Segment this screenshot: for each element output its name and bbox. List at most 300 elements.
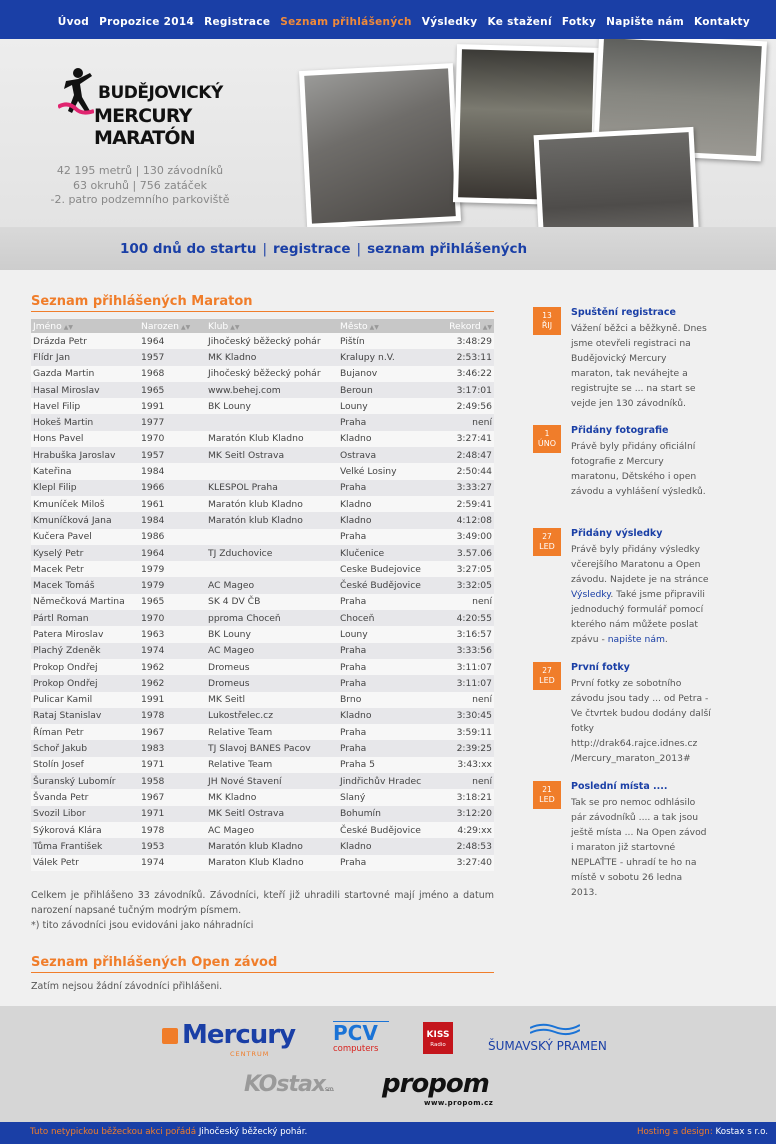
column-header[interactable] (338, 319, 434, 333)
table-row (31, 366, 494, 382)
sponsor-kiss-logo[interactable] (423, 1022, 453, 1054)
table-cell: www.behej.com (206, 382, 338, 398)
table-row (31, 740, 494, 756)
table-cell: Šuranský Lubomír (31, 773, 139, 789)
write-us-link[interactable]: napište nám (607, 634, 665, 645)
table-cell: Tůma František (31, 838, 139, 854)
table-row (31, 724, 494, 740)
table-cell: Švanda Petr (31, 789, 139, 805)
sponsor-sumava-logo[interactable] (488, 1022, 607, 1056)
table-cell: 1963 (139, 626, 206, 642)
countdown-strip: 100 dnů do startu | registrace | seznam přihlášených (0, 227, 776, 270)
countdown-text: 100 dnů do startu (120, 241, 257, 257)
table-cell: 1953 (139, 838, 206, 854)
table-cell: Maratón klub Kladno (206, 512, 338, 528)
table-cell: MK Kladno (206, 349, 338, 365)
column-label: Narozen (141, 320, 179, 332)
sort-arrows-icon: ▲▼ (369, 323, 379, 331)
table-cell: Relative Team (206, 757, 338, 773)
table-cell: 1979 (139, 577, 206, 593)
table-row (31, 529, 494, 545)
table-row (31, 594, 494, 610)
registration-link[interactable]: registrace (273, 241, 351, 257)
table-cell: Slaný (338, 789, 434, 805)
table-cell: 3:49:00 (434, 529, 494, 545)
news-date-badge (533, 781, 561, 809)
open-empty-message: Zatím nejsou žádní závodníci přihlášeni. (31, 981, 223, 992)
table-cell: 3:27:41 (434, 431, 494, 447)
news-body (571, 542, 711, 647)
news-month: ŘIJ (541, 321, 553, 330)
table-cell: Plachý Zdeněk (31, 643, 139, 659)
table-cell: 3:46:22 (434, 366, 494, 382)
table-cell: 2:49:56 (434, 398, 494, 414)
table-cell: Jihočeský běžecký pohár (206, 333, 338, 349)
table-cell: Němečková Martina (31, 594, 139, 610)
sponsors-bar (0, 1006, 776, 1122)
table-cell: Hasal Miroslav (31, 382, 139, 398)
table-cell: Flídr Jan (31, 349, 139, 365)
table-cell: Praha (338, 724, 434, 740)
news-title[interactable]: Poslední místa .... (571, 781, 668, 792)
logo-line-2: MERCURY MARATÓN (94, 105, 195, 149)
shopping-bag-icon (162, 1028, 178, 1044)
nav-item[interactable]: Úvod (57, 16, 90, 28)
table-cell: AC Mageo (206, 577, 338, 593)
table-cell: 1964 (139, 333, 206, 349)
stats-line: -2. patro podzemního parkoviště (50, 193, 230, 206)
table-cell: 1970 (139, 610, 206, 626)
sponsor-sub: computers (333, 1044, 379, 1054)
nav-item[interactable]: Seznam přihlášených (280, 16, 412, 28)
table-cell: Říman Petr (31, 724, 139, 740)
news-text: . Také jsme připravili jednoduchý formulář pomocí kterého nám můžete poslat zpávu - (571, 589, 705, 645)
table-cell: 2:39:25 (434, 740, 494, 756)
table-cell: Ceske Budejovice (338, 561, 434, 577)
news-day: 27 (542, 666, 552, 675)
sponsor-name: PCV (333, 1021, 389, 1044)
table-cell: Lukostřelec.cz (206, 708, 338, 724)
logo-line-1: BUDĚJOVICKÝ (98, 83, 223, 103)
table-cell: Praha (338, 529, 434, 545)
table-header-row (31, 319, 494, 333)
table-cell: 1962 (139, 675, 206, 691)
news-body: První fotky ze sobotního závodu jsou tady ... od Petra - Ve čtvrtek budou dodány další fotky http://drak64.rajce.idnes.cz /Mercury_maraton_2013# (571, 678, 711, 764)
table-cell: MK Seitl Ostrava (206, 806, 338, 822)
table-cell: 1977 (139, 414, 206, 430)
table-cell: Pártl Roman (31, 610, 139, 626)
table-cell (206, 414, 338, 430)
news-day: 1 (544, 429, 550, 438)
table-cell: Jindřichův Hradec (338, 773, 434, 789)
table-cell: 1971 (139, 757, 206, 773)
sponsor-name: Mercury (182, 1020, 296, 1050)
table-cell: Gazda Martin (31, 366, 139, 382)
table-cell: Drázda Petr (31, 333, 139, 349)
table-cell (206, 463, 338, 479)
header-photo[interactable] (534, 127, 701, 227)
table-row (31, 414, 494, 430)
table-cell: Maratón Klub Kladno (206, 431, 338, 447)
table-cell: 1984 (139, 512, 206, 528)
table-cell: Macek Petr (31, 561, 139, 577)
table-cell: Svozil Libor (31, 806, 139, 822)
table-cell: Kateřina (31, 463, 139, 479)
table-cell: Klepl Filip (31, 480, 139, 496)
table-cell: TJ Slavoj BANES Pacov (206, 740, 338, 756)
table-cell: Pulicar Kamil (31, 692, 139, 708)
table-cell: 1957 (139, 447, 206, 463)
nav-item[interactable]: Výsledky (421, 16, 478, 28)
note-line: Celkem je přihlášeno 33 závodníků. Závodníci, kteří již uhradili startovné mají jméno a datum narození napsané tučným modrým písmem. (31, 890, 494, 916)
news-month: ÚNO (537, 439, 557, 448)
nav-item[interactable]: Registrace (204, 16, 271, 28)
table-cell: Macek Tomáš (31, 577, 139, 593)
table-cell: Praha (338, 643, 434, 659)
site-logo[interactable] (50, 67, 260, 149)
news-day: 21 (542, 785, 552, 794)
top-navigation (0, 0, 776, 39)
table-cell: Prokop Ondřej (31, 675, 139, 691)
table-row (31, 838, 494, 854)
nav-item[interactable]: Ke stažení (487, 16, 552, 28)
hosting-link[interactable]: Kostax s r.o. (715, 1127, 768, 1137)
table-cell: AC Mageo (206, 822, 338, 838)
news-date-badge (533, 528, 561, 556)
table-cell: Hons Pavel (31, 431, 139, 447)
table-cell: 3:11:07 (434, 659, 494, 675)
table-row (31, 463, 494, 479)
nav-item[interactable]: Propozice 2014 (99, 16, 195, 28)
sponsor-mercury-logo[interactable] (160, 1020, 300, 1056)
nav-list (48, 16, 750, 28)
footer-text: Tuto netypickou běžeckou akci pořádá (30, 1127, 199, 1137)
table-row (31, 692, 494, 708)
table-cell: JH Nové Stavení (206, 773, 338, 789)
news-month: LED (539, 676, 555, 685)
table-cell: není (434, 773, 494, 789)
table-cell: 1957 (139, 349, 206, 365)
table-cell: pproma Choceň (206, 610, 338, 626)
news-day: 27 (542, 532, 552, 541)
table-cell: AC Mageo (206, 643, 338, 659)
table-cell: 1978 (139, 708, 206, 724)
table-cell: 2:50:44 (434, 463, 494, 479)
registration-note (31, 888, 494, 933)
table-cell: 3:27:05 (434, 561, 494, 577)
news-title[interactable]: Přidány fotografie (571, 425, 669, 436)
table-cell: Praha (338, 659, 434, 675)
table-row (31, 333, 494, 349)
sponsor-sub: www.propom.cz (424, 1099, 494, 1107)
news-body: Vážení běžci a běžkyně. Dnes jsme otevřeli registraci na Budějovický Mercury maraton, tak neváhejte a registrujte se ... na start se vejde jen 130 závodníků. (571, 323, 707, 409)
table-cell: 3:30:45 (434, 708, 494, 724)
table-cell: 3:17:01 (434, 382, 494, 398)
table-row (31, 659, 494, 675)
table-cell: Hokeš Martin (31, 414, 139, 430)
table-cell: Kladno (338, 838, 434, 854)
news-title[interactable]: Přidány výsledky (571, 528, 663, 539)
column-label: Jméno (33, 320, 62, 332)
table-cell: Brno (338, 692, 434, 708)
news-body: Právě byly přidány oficiální fotografie z Mercury maratonu, Dětského i open závodu a vyhlášení výsledků. (571, 441, 706, 497)
table-row (31, 675, 494, 691)
table-cell: Schoř Jakub (31, 740, 139, 756)
table-row (31, 773, 494, 789)
table-cell: Hrabuška Jaroslav (31, 447, 139, 463)
table-cell: BK Louny (206, 398, 338, 414)
table-cell: 3.57.06 (434, 545, 494, 561)
table-cell: 2:48:47 (434, 447, 494, 463)
table-cell: Kmuníček Miloš (31, 496, 139, 512)
table-cell: 3:48:29 (434, 333, 494, 349)
column-header[interactable] (31, 319, 139, 333)
sponsor-name: ŠUMAVSKÝ PRAMEN (488, 1039, 607, 1053)
table-row (31, 431, 494, 447)
table-cell: 1978 (139, 822, 206, 838)
table-cell: MK Kladno (206, 789, 338, 805)
table-cell: 1966 (139, 480, 206, 496)
table-cell: 1974 (139, 643, 206, 659)
table-cell: Rataj Stanislav (31, 708, 139, 724)
header-photo[interactable] (299, 63, 461, 227)
table-cell: Kladno (338, 708, 434, 724)
table-cell: Pištín (338, 333, 434, 349)
news-month: LED (539, 795, 555, 804)
table-cell: 4:12:08 (434, 512, 494, 528)
table-cell: Maratón klub Kladno (206, 838, 338, 854)
table-row (31, 398, 494, 414)
table-row (31, 496, 494, 512)
sponsor-name: propom (382, 1069, 489, 1099)
table-row (31, 545, 494, 561)
table-cell: Praha (338, 594, 434, 610)
open-list-title: Seznam přihlášených Open závod (31, 955, 494, 973)
table-cell: Choceň (338, 610, 434, 626)
table-row (31, 561, 494, 577)
table-row (31, 382, 494, 398)
sponsor-propom-logo[interactable] (382, 1070, 528, 1110)
table-row (31, 643, 494, 659)
table-row (31, 789, 494, 805)
table-cell: 1986 (139, 529, 206, 545)
table-cell: Kyselý Petr (31, 545, 139, 561)
nav-item[interactable]: Fotky (561, 16, 597, 28)
table-cell: Kmuníčková Jana (31, 512, 139, 528)
table-cell: 4:29:xx (434, 822, 494, 838)
sponsor-pcv-logo[interactable] (333, 1021, 389, 1055)
footer (0, 1122, 776, 1144)
news-date-badge (533, 425, 561, 453)
table-cell: Kladno (338, 496, 434, 512)
table-cell: Havel Filip (31, 398, 139, 414)
table-cell: 1971 (139, 806, 206, 822)
organizer-link[interactable]: Jihočeský běžecký pohár. (198, 1127, 308, 1137)
table-cell: 1970 (139, 431, 206, 447)
table-cell: Bujanov (338, 366, 434, 382)
table-cell: Dromeus (206, 675, 338, 691)
column-label: Město (340, 320, 368, 332)
waves-icon (530, 1022, 580, 1036)
table-cell: Stolín Josef (31, 757, 139, 773)
column-header[interactable] (139, 319, 206, 333)
sort-arrows-icon: ▲▼ (230, 323, 240, 331)
table-cell: Louny (338, 626, 434, 642)
table-cell: Velké Losiny (338, 463, 434, 479)
registered-table (31, 319, 494, 871)
table-cell: 2:53:11 (434, 349, 494, 365)
sponsor-name: KOstax (244, 1072, 325, 1097)
news-date-badge (533, 307, 561, 335)
table-cell: Louny (338, 398, 434, 414)
table-cell: 3:33:27 (434, 480, 494, 496)
table-cell: Kralupy n.V. (338, 349, 434, 365)
table-cell: 1962 (139, 659, 206, 675)
table-cell: Kladno (338, 512, 434, 528)
table-cell: Ostrava (338, 447, 434, 463)
table-cell: 1958 (139, 773, 206, 789)
table-cell: České Budějovice (338, 577, 434, 593)
table-row (31, 855, 494, 871)
registered-list-link[interactable]: seznam přihlášených (367, 241, 528, 257)
table-row (31, 512, 494, 528)
table-cell: SK 4 DV ČB (206, 594, 338, 610)
table-cell: 1974 (139, 855, 206, 871)
sponsor-name: KISS (426, 1030, 450, 1040)
table-cell: Sýkorová Klára (31, 822, 139, 838)
table-cell: TJ Zduchovice (206, 545, 338, 561)
news-date-badge (533, 662, 561, 690)
table-cell: Jihočeský běžecký pohár (206, 366, 338, 382)
nav-item[interactable]: Kontakty (694, 16, 750, 28)
stats-line: 42 195 metrů | 130 závodníků (56, 164, 224, 177)
table-body (31, 333, 494, 871)
table-cell: KLESPOL Praha (206, 480, 338, 496)
table-row (31, 447, 494, 463)
table-cell: 1979 (139, 561, 206, 577)
table-cell: 1984 (139, 463, 206, 479)
table-cell: 1967 (139, 724, 206, 740)
table-cell: 3:12:20 (434, 806, 494, 822)
news-body: Tak se pro nemoc odhlásilo pár závodníků .... a tak jsou ještě místa ... Na Open závod i maraton již startovné NEPLAŤTE - uhradí te ho na místě v sobotu 26 ledna 2013. (571, 797, 707, 898)
sponsor-sub: s.r.o. (325, 1086, 334, 1093)
table-cell: 3:43:xx (434, 757, 494, 773)
column-label: Klub (208, 320, 229, 332)
table-cell: 2:48:53 (434, 838, 494, 854)
sponsor-sub: Radio (430, 1042, 446, 1048)
table-row (31, 610, 494, 626)
table-cell: 3:11:07 (434, 675, 494, 691)
table-cell: 1983 (139, 740, 206, 756)
table-cell: 1967 (139, 789, 206, 805)
table-row (31, 822, 494, 838)
marathon-list-title: Seznam přihlášených Maraton (31, 294, 494, 312)
table-cell: Praha (338, 675, 434, 691)
table-cell: Maraton Klub Kladno (206, 855, 338, 871)
table-cell: Kučera Pavel (31, 529, 139, 545)
news-month: LED (539, 542, 555, 551)
results-link[interactable]: Výsledky (571, 589, 611, 600)
sponsor-kostax-logo[interactable] (244, 1072, 344, 1106)
table-cell: 1991 (139, 398, 206, 414)
table-cell: Praha (338, 414, 434, 430)
sponsor-sub: CENTRUM (230, 1050, 270, 1058)
sort-arrows-icon: ▲▼ (181, 323, 191, 331)
table-cell: 4:20:55 (434, 610, 494, 626)
table-cell: BK Louny (206, 626, 338, 642)
table-cell (206, 561, 338, 577)
table-cell: Prokop Ondřej (31, 659, 139, 675)
table-cell: není (434, 692, 494, 708)
news-text: Právě byly přidány výsledky včerejšího Maratonu a Open závodu. Najdete je na stránce (571, 544, 709, 585)
table-row (31, 806, 494, 822)
table-cell: Maratón klub Kladno (206, 496, 338, 512)
sort-arrows-icon: ▲▼ (482, 323, 492, 331)
table-cell (206, 529, 338, 545)
table-cell: MK Seitl Ostrava (206, 447, 338, 463)
note-line: *) tito závodníci jsou evidováni jako náhradníci (31, 920, 254, 931)
table-cell: 3:33:56 (434, 643, 494, 659)
table-cell: Relative Team (206, 724, 338, 740)
news-title[interactable]: První fotky (571, 662, 630, 673)
header (0, 39, 776, 227)
table-cell: 3:16:57 (434, 626, 494, 642)
sort-arrows-icon: ▲▼ (63, 323, 73, 331)
race-stats (20, 164, 260, 208)
table-cell: 3:27:40 (434, 855, 494, 871)
footer-text: Hosting a design: (636, 1127, 716, 1137)
column-header[interactable] (206, 319, 338, 333)
table-cell: České Budějovice (338, 822, 434, 838)
table-cell: MK Seitl (206, 692, 338, 708)
table-cell: Praha (338, 740, 434, 756)
table-cell: Válek Petr (31, 855, 139, 871)
table-cell: 1964 (139, 545, 206, 561)
table-row (31, 349, 494, 365)
column-label: Rekord (449, 320, 481, 332)
table-cell: 3:59:11 (434, 724, 494, 740)
table-cell: 1961 (139, 496, 206, 512)
table-cell: Klučenice (338, 545, 434, 561)
table-cell: 3:18:21 (434, 789, 494, 805)
table-cell: není (434, 594, 494, 610)
table-cell: 1991 (139, 692, 206, 708)
nav-item[interactable]: Napište nám (606, 16, 684, 28)
stats-line: 63 okruhů | 756 zatáček (73, 178, 207, 192)
runner-logo-icon (58, 67, 94, 127)
table-cell: Patera Miroslav (31, 626, 139, 642)
news-text: . (664, 634, 668, 645)
table-cell: 3:32:05 (434, 577, 494, 593)
table-cell: Praha (338, 480, 434, 496)
table-cell: není (434, 414, 494, 430)
column-header[interactable] (434, 319, 494, 333)
table-row (31, 708, 494, 724)
table-cell: 1965 (139, 382, 206, 398)
table-row (31, 480, 494, 496)
table-cell: Beroun (338, 382, 434, 398)
table-cell: 1965 (139, 594, 206, 610)
table-cell: Praha 5 (338, 757, 434, 773)
table-row (31, 757, 494, 773)
table-cell: Dromeus (206, 659, 338, 675)
table-cell: 1968 (139, 366, 206, 382)
news-day: 13 (542, 311, 552, 320)
table-row (31, 577, 494, 593)
table-cell: Bohumín (338, 806, 434, 822)
table-cell: 2:59:41 (434, 496, 494, 512)
news-title[interactable]: Spuštění registrace (571, 307, 676, 318)
